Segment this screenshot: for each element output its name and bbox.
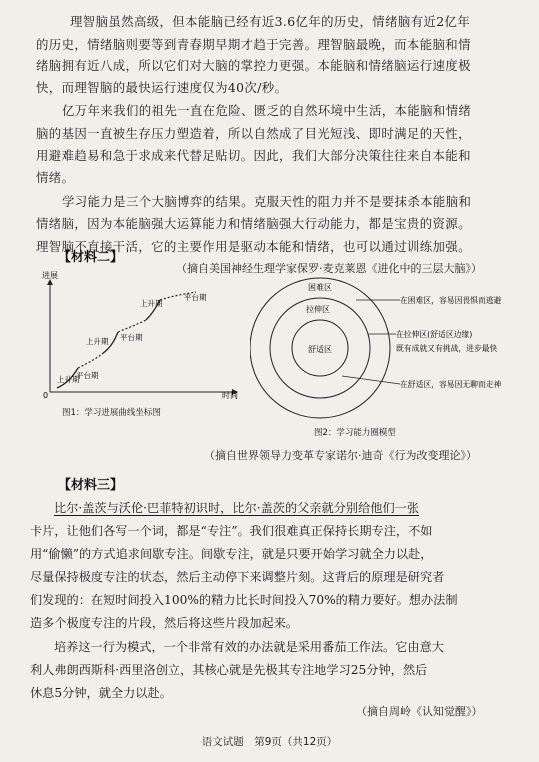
y-axis-label: 进展 (42, 271, 58, 280)
passage1-line: 脑的基因一直被生存压力塑造着，所以自然成了目光短浅、即时满足的天性， (36, 126, 471, 141)
figure2-caption: 图2：学习能力圈模型 (314, 428, 396, 438)
material3-line: 培养这一行为模式，一个非常有效的办法就是采用番茄工作法。它由意大 (54, 640, 444, 654)
origin-label: 0 (43, 391, 49, 400)
callout-comfort: 在舒适区，容易因无聊而走神 (400, 380, 502, 389)
zone-label-difficulty: 困难区 (308, 283, 332, 292)
figure1-learning-curve (32, 270, 242, 400)
phase-label: 平台期 (184, 293, 207, 302)
passage1-line: 的历史，情绪脑则要等到青春期早期才趋于完善。理智脑最晚，而本能脑和情 (36, 37, 471, 52)
x-axis-label: 时间 (222, 391, 238, 400)
passage1-line: 学习能力是三个大脑博弈的结果。克服天性的阻力并不是要抹杀本能脑和 (62, 194, 472, 209)
material3-line: 利人弗朗西斯科·西里洛创立，其核心就是先极其专注地学习25分钟，然后 (30, 663, 428, 677)
passage1-line: 理智脑不直接干活，它的主要作用是驱动本能和情绪，也可以通过训练加强。 (36, 239, 471, 254)
phase-label: 平台期 (120, 333, 143, 342)
passage1-line: 情绪。 (36, 170, 75, 185)
figure1-caption: 图1：学习进展曲线坐标图 (62, 408, 161, 418)
passage1-line: 用避难趋易和急于求成来代替足贴切。因此，我们大部分决策往往来自本能和 (36, 148, 471, 163)
passage1-line: 快，而理智脑的最快运行速度仅为40次/秒。 (36, 80, 288, 95)
material3-line: 尽量保持极度专注的状态，然后主动停下来调整片刻。这背后的原理是研究者 (30, 570, 445, 584)
page-footer: 语文试题 第9页（共12页） (201, 736, 338, 748)
callout-difficulty: 在困难区，容易因畏惧而逃避 (400, 296, 502, 305)
plateau-segment (118, 320, 146, 332)
material3-line: 休息5分钟，就全力以赴。 (30, 686, 172, 700)
material3-line: 们发现的：在短时间投入100%的精力比长时间投入70%的精力要好。想办法制 (30, 593, 458, 607)
phase-label: 上升期 (57, 375, 80, 384)
passage1-line: 亿万年来我们的祖先一直在危险、匮乏的自然环境中生活，本能脑和情绪 (62, 103, 472, 118)
material2-heading: 【材料二】 (58, 250, 124, 265)
phase-label: 平台期 (76, 371, 99, 380)
callout-stretch-detail: 既有成就又有挑战，进步最快 (396, 344, 498, 353)
plateau-segment (78, 354, 102, 368)
figure2-ability-circles (250, 272, 520, 422)
material3-line: 造多个极度专注的片段，然后将这些片段加起来。 (30, 616, 299, 630)
material3-heading: 【材料三】 (58, 478, 124, 493)
zone-label-comfort: 舒适区 (308, 345, 332, 354)
material3-line: 用“偷懒”的方式追求间歇专注。间歇专注，就是只要开始学习就全力以赴， (30, 547, 433, 561)
material3-source: （摘自周岭《认知觉醒》） (356, 705, 483, 718)
phase-label: 上升期 (86, 337, 109, 346)
material3-line: 比尔·盖茨与沃伦·巴菲特初识时，比尔·盖茨的父亲就分别给他们一张 (54, 501, 420, 515)
callout-stretch: 在拉伸区(舒适区边缘) (396, 330, 473, 339)
material3-line: 卡片，让他们各写一个词，都是“专注”。我们很难真正保持长期专注，不如 (30, 524, 433, 538)
material2-source: （摘自世界领导力变革专家诺尔·迪奇《行为改变理论》） (204, 449, 477, 462)
passage1-line: 情绪脑，因为本能脑强大运算能力和情绪脑强大行动能力，都是宝贵的资源。 (36, 216, 471, 231)
passage1-source: （摘自美国神经生理学家保罗·麦克莱恩《进化中的三层大脑》） (176, 262, 482, 275)
zone-label-stretch: 拉伸区 (306, 305, 330, 314)
passage1-line: 绪脑拥有近八成，所以它们对大脑的掌控力更强。本能脑和情绪脑运行速度极 (36, 58, 471, 73)
passage1-line: 理智脑虽然高级，但本能脑已经有近3.6亿年的历史，情绪脑有近2亿年 (70, 14, 471, 29)
phase-label: 上升期 (140, 299, 163, 308)
